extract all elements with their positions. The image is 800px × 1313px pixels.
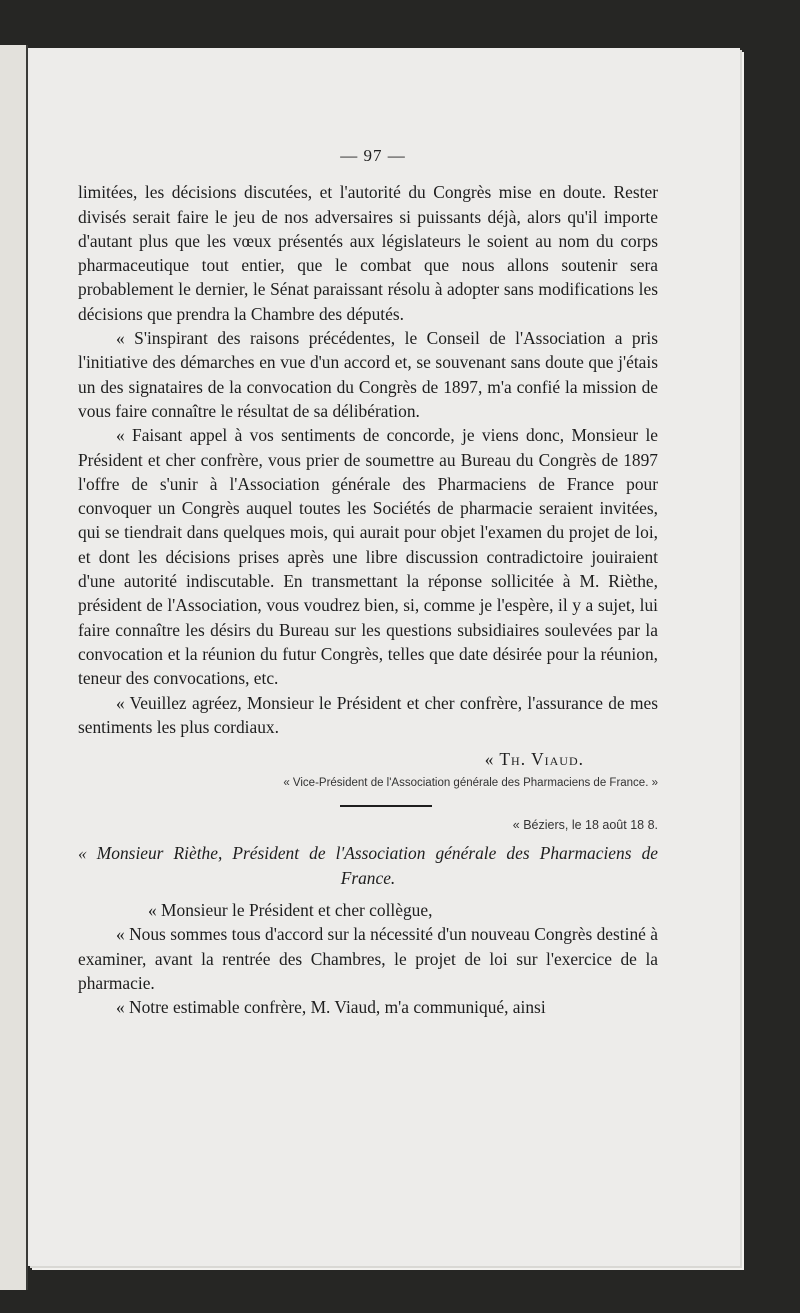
letter-dateline: « Béziers, le 18 août 18 8. bbox=[512, 818, 658, 833]
letter-paragraph-congress: « Nous sommes tous d'accord sur la nécessité d'un nouveau Congrès destiné à examiner, avant la rentrée des Chambres, le projet de loi sur l'exercice de la pharmacie. bbox=[78, 924, 658, 993]
previous-page-edge bbox=[0, 45, 28, 1290]
letter-address: « Monsieur Rièthe, Président de l'Association générale des Pharmaciens de France. bbox=[78, 843, 658, 888]
signature-title: « Vice-Président de l'Association générale des Pharmaciens de France. » bbox=[283, 777, 658, 790]
paragraph-initiative: « S'inspirant des raisons précédentes, le Conseil de l'Association a pris l'initiative des démarches en vue d'un accord et, se souvenant sans doute que j'étais un des signataires de la convocation du Congrès de 1897, m'a confié la mission de vous faire connaître le résultat de sa délibération. bbox=[78, 328, 658, 421]
paragraph-continued: limitées, les décisions discutées, et l'autorité du Congrès mise en doute. Rester divisés serait faire le jeu de nos adversaires si puissants déjà, alors qu'il importe d'autant plus que les vœux présentés aux législateurs le soient au nom du corps pharmaceutique tout entier, que le combat que nous allons soutenir sera probablement le dernier, le Sénat paraissant résolu à adopter sans modifications les décisions que prendra la Chambre des députés. bbox=[78, 182, 658, 324]
paragraph-appeal: « Faisant appel à vos sentiments de concorde, je viens donc, Monsieur le Président et cher confrère, vous prier de soumettre au Bureau du Congrès de 1897 l'offre de s'unir à l'Association générale des Pharmaciens de France pour convoquer un Congrès auquel toutes les Sociétés de pharmacie seraient invitées, qui se tiendrait dans quelques mois, qui aurait pour objet l'examen du projet de loi, et dont les décisions prises après une libre discussion contradictoire jouiraient d'une autorité indiscutable. En transmettant la réponse sollicitée à M. Rièthe, président de l'Association, vous voudrez bien, si, comme je l'espère, il y a sujet, lui faire connaître les désirs du Bureau sur les questions subsidiaires soulevées par la convocation et la réunion du futur Congrès, telles que date désirée pour la réunion, teneur des convocations, etc. bbox=[78, 425, 658, 689]
page-number: — 97 — bbox=[340, 146, 406, 165]
page-text bbox=[78, 144, 658, 1020]
book-page bbox=[28, 48, 740, 1266]
signature-name: « Th. Viaud. bbox=[484, 749, 584, 770]
letter-paragraph-viaud: « Notre estimable confrère, M. Viaud, m'a communiqué, ainsi bbox=[116, 997, 546, 1018]
paragraph-closing: « Veuillez agréez, Monsieur le Président et cher confrère, l'assurance de mes sentiments les plus cordiaux. bbox=[78, 692, 658, 737]
letter-salutation: « Monsieur le Président et cher collègue, bbox=[148, 900, 433, 921]
section-divider bbox=[340, 805, 432, 807]
